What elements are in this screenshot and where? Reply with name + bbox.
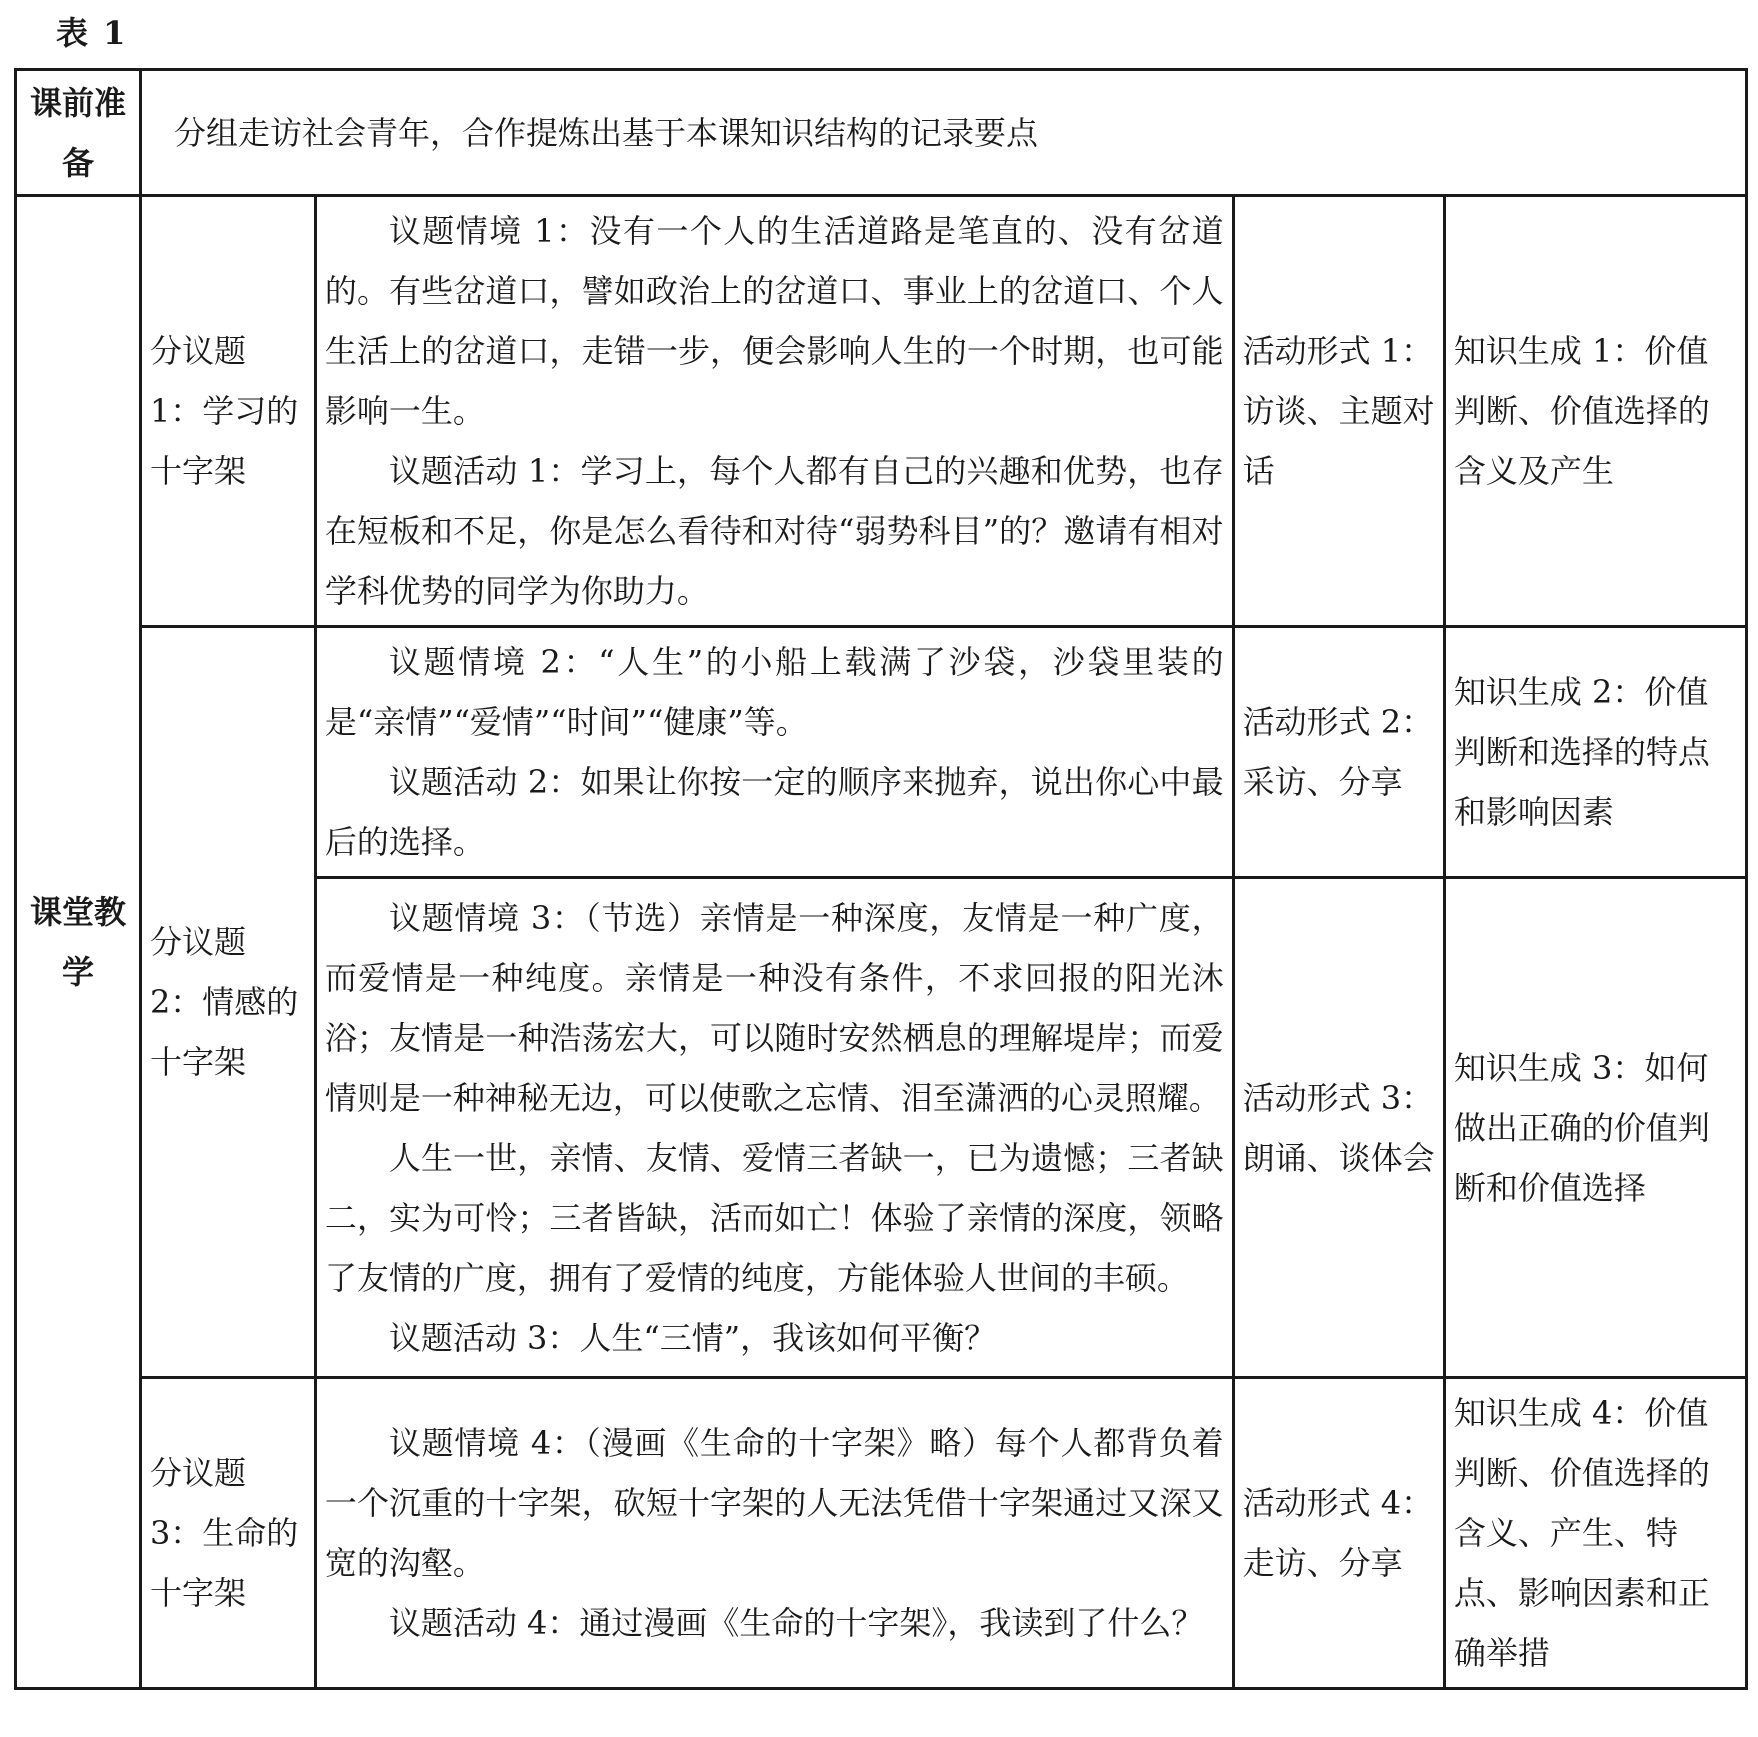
prep-text: 分组走访社会青年，合作提炼出基于本课知识结构的记录要点 (140, 70, 1746, 196)
activity-4: 活动形式 4：走访、分享 (1233, 1378, 1444, 1689)
section-3-content (315, 878, 1233, 1378)
section-2-para-1: 议题情境 2：“人生”的小船上载满了沙袋，沙袋里装的是“亲情”“爱情”“时间”“健康”等。 (324, 643, 1224, 741)
subtopic-3-title: 分议题 3：生命的十字架 (140, 1378, 315, 1689)
section-1-para-1: 议题情境 1：没有一个人的生活道路是笔直的、没有岔道的。有些岔道口，譬如政治上的岔道口、事业上的岔道口、个人生活上的岔道口，走错一步，便会影响人生的一个时期，也可能影响一生。 (324, 212, 1224, 430)
subtopic-1-title: 分议题 1：学习的十字架 (140, 196, 315, 627)
section-4-para-2: 议题活动 4：通过漫画《生命的十字架》，我读到了什么？ (388, 1604, 1204, 1642)
section-3-para-3: 议题活动 3：人生“三情”，我该如何平衡？ (388, 1318, 997, 1357)
subtopic-2-title: 分议题 2：情感的十字架 (140, 627, 315, 1378)
section-1-para-2: 议题活动 1：学习上，每个人都有自己的兴趣和优势，也存在短板和不足，你是怎么看待和对待“弱势科目”的？邀请有相对学科优势的同学为你助力。 (324, 452, 1224, 610)
prep-row (16, 70, 1747, 196)
section-1-content (315, 196, 1233, 627)
section-3-para-2: 人生一世，亲情、友情、爱情三者缺一，已为遗憾；三者缺二，实为可怜；三者皆缺，活而如亡！体验了亲情的深度，领略了友情的广度，拥有了爱情的纯度，方能体验人世间的丰硕。 (324, 1138, 1224, 1297)
section-3-para-1: 议题情境 3：（节选）亲情是一种深度，友情是一种广度，而爱情是一种纯度。亲情是一种没有条件，不求回报的阳光沐浴；友情是一种浩荡宏大，可以随时安然栖息的理解堤岸；而爱情则是一种神秘无边，可以使歌之忘情、泪至潇洒的心灵照耀。 (324, 898, 1224, 1117)
table-row (16, 627, 1747, 878)
knowledge-4: 知识生成 4：价值判断、价值选择的含义、产生、特点、影响因素和正确举措 (1444, 1378, 1746, 1689)
knowledge-1: 知识生成 1：价值判断、价值选择的含义及产生 (1444, 196, 1746, 627)
table-caption: 表 1 (56, 14, 128, 52)
prep-label: 课前准备 (16, 70, 141, 196)
activity-1: 活动形式 1：访谈、主题对话 (1233, 196, 1444, 627)
activity-2: 活动形式 2：采访、分享 (1233, 627, 1444, 878)
table-row (16, 196, 1747, 627)
lesson-plan-table (14, 68, 1748, 1690)
section-2-para-2: 议题活动 2：如果让你按一定的顺序来抛弃，说出你心中最后的选择。 (324, 763, 1224, 861)
section-4-content (315, 1378, 1233, 1689)
activity-3: 活动形式 3：朗诵、谈体会 (1233, 878, 1444, 1378)
class-label: 课堂教学 (16, 196, 141, 1689)
section-2-content (315, 627, 1233, 878)
knowledge-2: 知识生成 2：价值判断和选择的特点和影响因素 (1444, 627, 1746, 878)
table-row (16, 1378, 1747, 1689)
section-4-para-1: 议题情境 4：（漫画《生命的十字架》略）每个人都背负着一个沉重的十字架，砍短十字架的人无法凭借十字架通过又深又宽的沟壑。 (324, 1424, 1224, 1582)
knowledge-3: 知识生成 3：如何做出正确的价值判断和价值选择 (1444, 878, 1746, 1378)
